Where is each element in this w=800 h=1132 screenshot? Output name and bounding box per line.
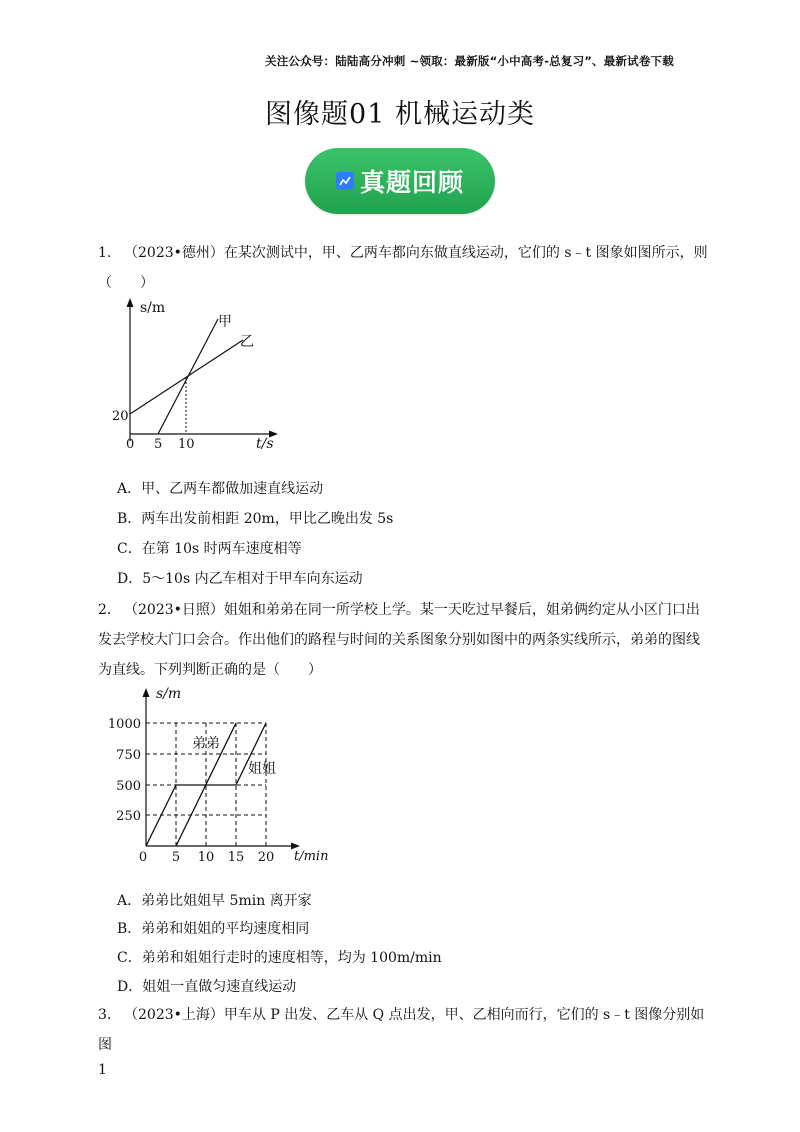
q1-tick-0: 0 (126, 437, 135, 452)
q2-ytick-750: 750 (116, 748, 141, 763)
q1-option-b: B．两车出发前相距 20m，甲比乙晚出发 5s (117, 511, 394, 527)
chart-icon (336, 172, 354, 190)
question-2-text: （2023•日照）姐姐和弟弟在同一所学校上学。某一天吃过早餐后，姐弟俩约定从小区门口出发去学校大门口会合。作出他们的路程与时间的关系图象分别如图中的两条实线所示，弟弟的图线为直线。下列判断正确的是（ ） (98, 602, 700, 678)
q1-st-graph (110, 296, 285, 452)
question-3-stem (98, 1000, 710, 1060)
page-number: 1 (98, 1062, 107, 1078)
q1-tick-10: 10 (178, 437, 195, 452)
question-1-text: （2023•德州）在某次测试中，甲、乙两车都向东做直线运动，它们的 s﹣t 图象如图所示，则（ ） (98, 245, 708, 291)
q2-ytick-500: 500 (116, 779, 141, 794)
question-2-number: 2. (98, 602, 112, 618)
q2-label-brother: 弟弟 (192, 736, 220, 752)
q2-xtick-15: 15 (227, 850, 245, 865)
q1-y-arrow (127, 298, 134, 307)
q1-option-c: C．在第 10s 时两车速度相等 (117, 541, 302, 557)
question-3-text: （2023•上海）甲车从 P 出发、乙车从 Q 点出发，甲、乙相向而行，它们的 s﹣t 图像分别如图 (98, 1007, 705, 1053)
header-note: 关注公众号：陆陆高分冲刺 ~领取：最新版“小中高考-总复习”、最新试卷下载 (265, 54, 674, 68)
question-1-stem (98, 238, 710, 298)
q1-tick-20: 20 (112, 409, 129, 424)
q2-y-axis-label: s/m (156, 686, 182, 702)
section-badge (305, 148, 495, 214)
q2-ytick-1000: 1000 (108, 717, 141, 732)
q2-option-a: A．弟弟比姐姐早 5min 离开家 (117, 893, 312, 909)
question-1-number: 1. (98, 245, 112, 261)
q2-st-graph (108, 684, 330, 866)
q2-option-c: C．弟弟和姐姐行走时的速度相等，均为 100m/min (117, 950, 442, 966)
q2-y-arrow (143, 688, 150, 697)
q1-line-jia (158, 319, 218, 434)
q1-y-axis-label: s/m (140, 300, 166, 316)
q1-x-axis-label: t/s (256, 436, 274, 452)
q1-label-yi: 乙 (240, 334, 254, 350)
question-3-number: 3. (98, 1007, 112, 1023)
q2-xtick-20: 20 (257, 850, 275, 865)
section-badge-label: 真题回顾 (359, 168, 464, 197)
q2-xtick-5: 5 (171, 850, 181, 865)
q2-ytick-250: 250 (116, 809, 141, 824)
q2-option-b: B．弟弟和姐姐的平均速度相同 (117, 921, 310, 937)
q2-option-d: D．姐姐一直做匀速直线运动 (117, 979, 297, 995)
q1-option-d: D．5～10s 内乙车相对于甲车向东运动 (117, 571, 363, 587)
q2-x-axis-label: t/min (294, 849, 329, 864)
q1-tick-5: 5 (154, 437, 163, 452)
q2-label-sister: 姐姐 (248, 761, 276, 777)
question-2-stem (98, 595, 710, 685)
q1-label-jia: 甲 (218, 314, 232, 330)
page-title: 图像题01 机械运动类 (265, 99, 535, 130)
q1-option-a: A．甲、乙两车都做加速直线运动 (117, 481, 324, 497)
q2-xtick-10: 10 (197, 850, 215, 865)
q2-xtick-0: 0 (138, 850, 148, 865)
